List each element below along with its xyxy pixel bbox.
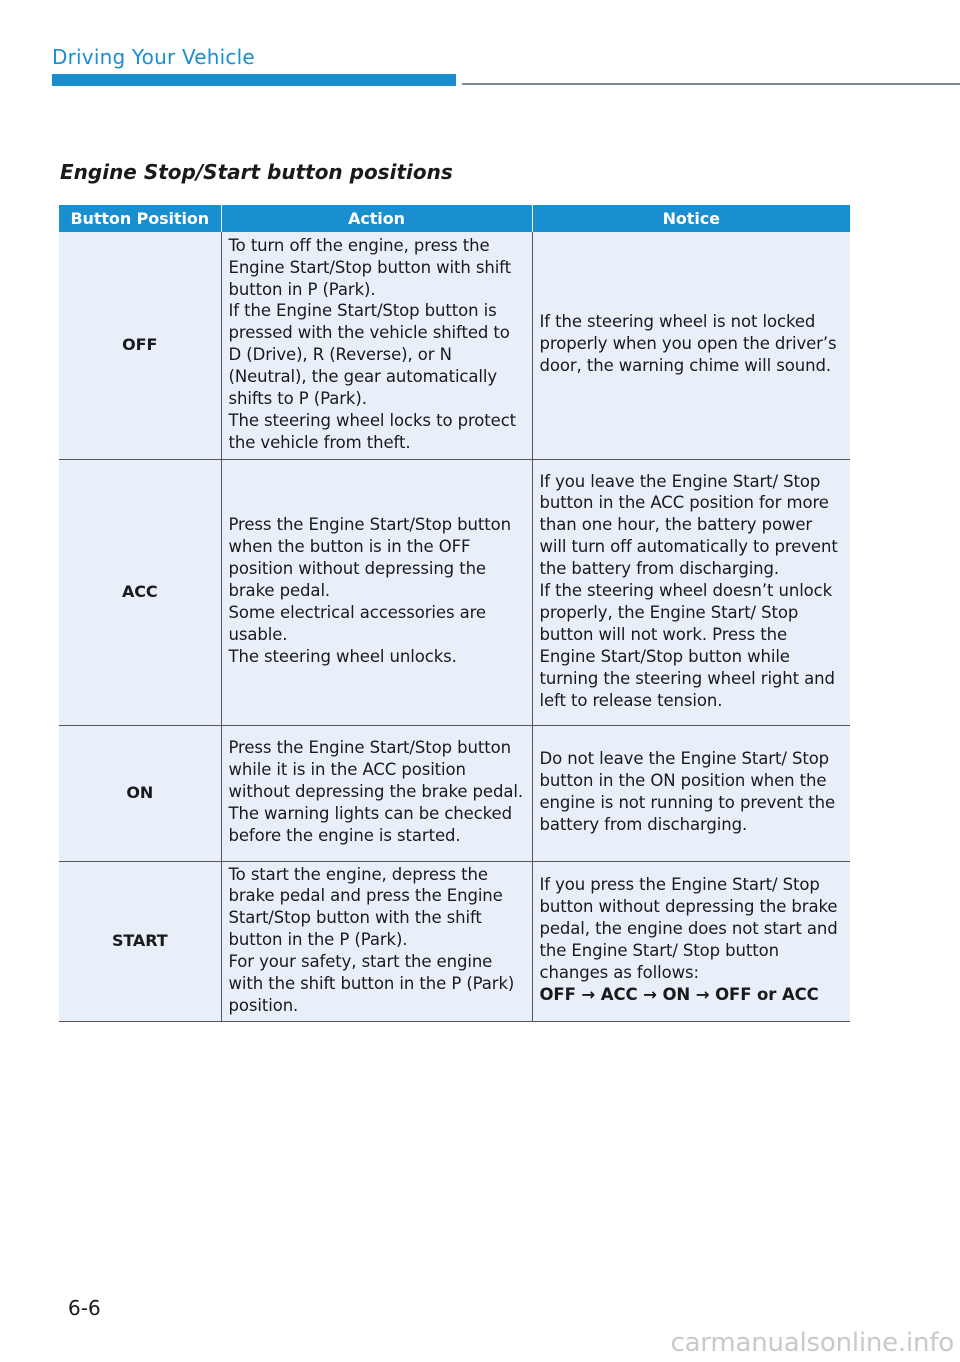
action-on (221, 725, 532, 861)
action-text: The warning lights can be checked before the engine is started. (228, 803, 512, 845)
position-acc: ACC (59, 459, 221, 725)
page-title: Engine Stop/Start button positions (60, 160, 453, 184)
button-positions-table (59, 205, 850, 1022)
action-text: For your safety, start the engine with the shift button in the P (Park) position. (228, 952, 515, 1015)
column-header-notice: Notice (532, 205, 850, 232)
state-sequence: OFF → ACC → ON → OFF or ACC (539, 984, 819, 1004)
action-start (221, 861, 532, 1021)
table-row-acc (59, 459, 850, 725)
action-text: If the Engine Start/Stop button is pressed with the vehicle shifted to D (Drive), R (Reverse), or N (Neutral), the gear automatically shifts to P (Park). (228, 301, 510, 409)
column-header-position: Button Position (59, 205, 221, 232)
position-on: ON (59, 725, 221, 861)
page-number: 6-6 (68, 1296, 101, 1320)
notice-start (532, 861, 850, 1021)
table-header-row (59, 205, 850, 232)
notice-text: If the steering wheel doesn’t unlock properly, the Engine Start/ Stop button will not work. Press the Engine Start/Stop button while turning the steering wheel right and left to release tension. (539, 581, 835, 710)
position-start: START (59, 861, 221, 1021)
notice-text: If you leave the Engine Start/ Stop button in the ACC position for more than one hour, the battery power will turn off automatically to prevent the battery from discharging. (539, 471, 838, 579)
notice-text: If you press the Engine Start/ Stop button without depressing the brake pedal, the engine does not start and the Engine Start/ Stop button changes as follows: (539, 875, 838, 983)
notice-acc (532, 459, 850, 725)
watermark: carmanualsonline.info (670, 1328, 954, 1358)
header-accent-bar (52, 74, 456, 86)
position-off: OFF (59, 232, 221, 459)
table-row-start (59, 861, 850, 1021)
notice-on (532, 725, 850, 861)
column-header-action: Action (221, 205, 532, 232)
notice-text: Do not leave the Engine Start/ Stop button in the ON position when the engine is not running to prevent the battery from discharging. (539, 749, 836, 834)
action-acc (221, 459, 532, 725)
action-text: Some electrical accessories are usable. (228, 602, 486, 644)
action-text: Press the Engine Start/Stop button while it is in the ACC position without depressing the brake pedal. (228, 738, 523, 802)
table-row-off (59, 232, 850, 459)
action-text: The steering wheel locks to protect the vehicle from theft. (228, 410, 517, 452)
notice-off (532, 232, 850, 459)
action-text: Press the Engine Start/Stop button when the button is in the OFF position without depressing the brake pedal. (228, 515, 511, 601)
notice-text: If the steering wheel is not locked properly when you open the driver’s door, the warning chime will sound. (539, 312, 837, 376)
table-row-on (59, 725, 850, 861)
action-text: To turn off the engine, press the Engine Start/Stop button with shift button in P (Park). (228, 235, 511, 299)
header-rule (462, 83, 960, 85)
action-text: The steering wheel unlocks. (228, 646, 457, 666)
section-header: Driving Your Vehicle (52, 45, 255, 69)
action-text: To start the engine, depress the brake pedal and press the Engine Start/Stop button with the shift button in the P (Park). (228, 864, 503, 950)
action-off (221, 232, 532, 459)
